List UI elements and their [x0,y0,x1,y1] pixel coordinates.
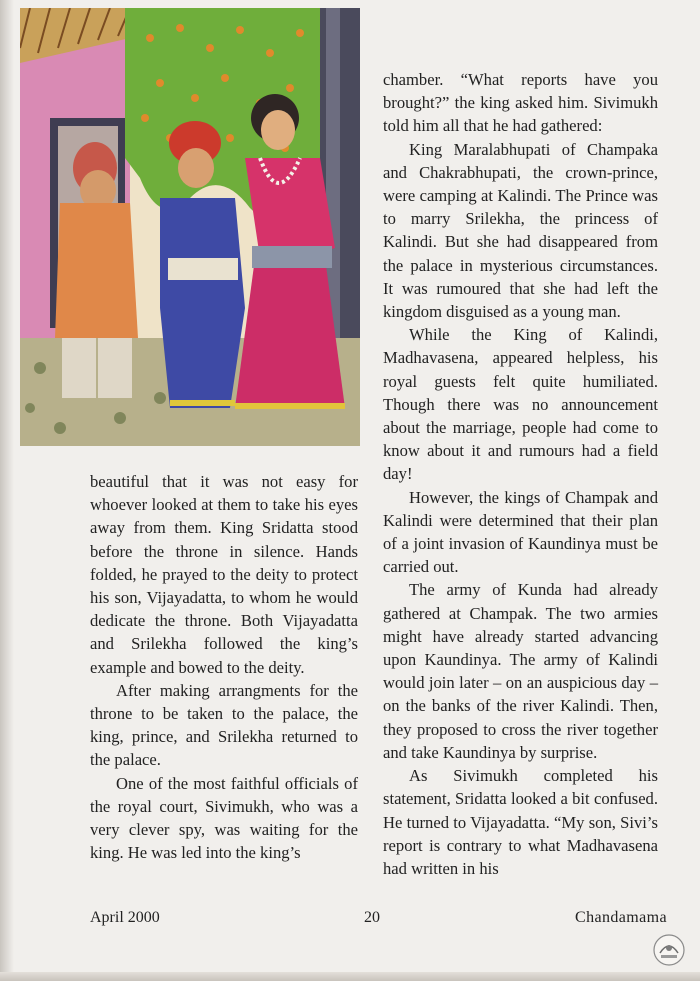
left-text-column [90,470,358,864]
page-binding-edge [0,0,14,981]
page-number: 20 [364,909,380,926]
paragraph: As Sivimukh completed his statement, Sridatta looked a bit confused. He turned to Vijayadatta. “My son, Sivi’s report is contrary to what Madhavasena had written in his [383,766,658,878]
paragraph: After making arrangments for the throne to be taken to the palace, the king, prince, and Srilekha returned to the palace. [90,680,358,770]
paragraph: While the King of Kalindi, Madhavasena, appeared helpless, his royal guests felt quite humiliated. Though there was no announcement about the marriage, people had come to know about it and rumours had a field day! [383,325,658,484]
story-illustration [20,8,360,446]
paragraph: However, the kings of Champak and Kalindi were determined that their plan of a joint invasion of Kaundinya must be carried out. [383,487,658,577]
paragraph: The army of Kunda had already gathered at Champak. The two armies might have already started advancing upon Kaundinya. The army of Kalindi would join later – on an auspicious day – on the banks of the river Kalindi. Then, they proposed to cross the river together and take Kaundinya by surprise. [383,580,658,762]
magazine-name: Chandamama [575,909,667,926]
publisher-logo-icon [652,933,686,967]
page-bottom-edge [0,972,700,981]
paragraph: beautiful that it was not easy for whoever looked at them to take his eyes away from them. King Sridatta stood before the throne in silence. Hands folded, he prayed to the deity to protect his son, Vijayadatta, to whom he would dedicate the throne. Both Vijayadatta and Srilekha followed the king’s example and bowed to the deity. [90,472,358,677]
footer-date: April 2000 [90,909,160,926]
paragraph: One of the most faithful officials of the royal court, Sivimukh, who was a very clever spy, was waiting for the king. He was led into the king’s [90,773,358,863]
right-text-column [383,68,658,880]
paragraph: King Maralabhupati of Champaka and Chakrabhupati, the crown-prince, were camping at Kalindi. The Prince was to marry Srilekha, the princess of Kalindi. But she had disappeared from the palace in mysterious circumstances. It was rumoured that she had left the kingdom disguised as a young man. [383,139,658,322]
paragraph: chamber. “What reports have you brought?” the king asked him. Sivimukh told him all that he had gathered: [383,70,658,136]
